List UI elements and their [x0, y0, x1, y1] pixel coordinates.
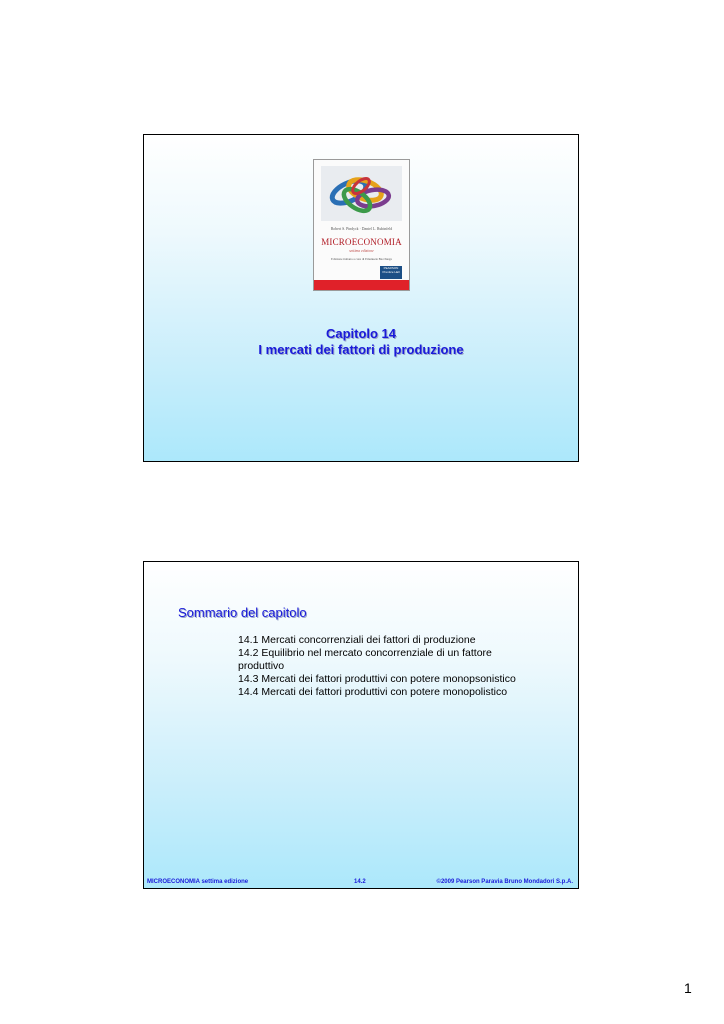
summary-item: 14.2 Equilibrio nel mercato concorrenziale di un fattore produttivo [238, 647, 492, 672]
cover-rings-illustration [321, 166, 402, 221]
summary-item: 14.1 Mercati concorrenziali dei fattori di produzione [238, 634, 476, 646]
chapter-title [144, 326, 578, 358]
footer-book-title: MICROECONOMIA settima edizione [147, 879, 249, 885]
cover-italian-edition: Edizione italiana a cura di Emanuele Bacchiega [331, 257, 392, 261]
summary-title: Sommario del capitolo [178, 605, 307, 620]
book-cover-image [313, 159, 410, 291]
summary-item: 14.3 Mercati dei fattori produttivi con potere monopsonistico [238, 673, 516, 685]
footer-copyright: ©2009 Pearson Paravia Bruno Mondadori S.p.A. [436, 879, 573, 885]
cover-authors: Robert S. Pindyck · Daniel L. Rubinfeld [330, 227, 393, 231]
cover-red-band [314, 280, 409, 290]
summary-item: 14.4 Mercati dei fattori produttivi con potere monopolistico [238, 686, 508, 698]
chapter-number: Capitolo 14 [325, 326, 397, 341]
cover-title: MICROECONOMIA [321, 237, 402, 247]
cover-edition: settima edizione [349, 249, 374, 253]
slide-1 [143, 134, 579, 462]
publisher-logo: PEARSON Prentice Hall [380, 266, 402, 279]
footer-slide-number: 14.2 [354, 879, 366, 885]
slide-2 [143, 561, 579, 889]
page-number: 1 [684, 980, 692, 996]
chapter-name: I mercati dei fattori di produzione [258, 342, 464, 357]
summary-list [238, 634, 538, 699]
